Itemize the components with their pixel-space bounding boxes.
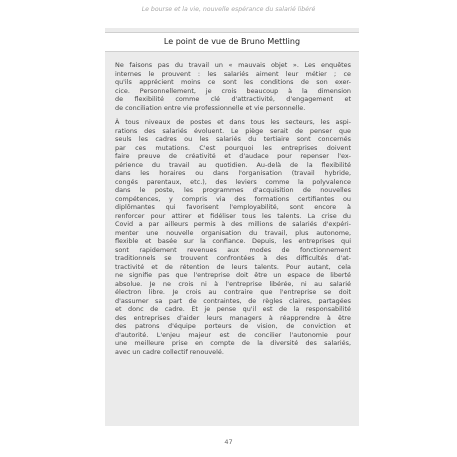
sidebar-box [105, 28, 359, 426]
text-line: À tous niveaux de postes et dans tous les secteurs, les aspi- [115, 118, 351, 126]
text-line: de flexibilité comme clé d'attractivité, d'engagement et [115, 95, 351, 103]
text-line: qu'ils apprécient moins ce sont les conditions de son exer- [115, 78, 351, 86]
box-body [115, 61, 351, 356]
paragraph [115, 118, 351, 356]
text-line: flexible et basée sur la confiance. Depuis, les entreprises qui [115, 237, 351, 245]
text-line: absolue. Je ne crois ni à l'entreprise libérée, ni au salarié [115, 279, 351, 288]
text-line: ne signifie pas que l'entreprise doit être un espace de liberté [115, 271, 351, 279]
text-line: internes le prouvent : les salariés aiment leur métier ; ce [115, 69, 351, 78]
text-line: des patrons d'équipe porteurs de vision, de conviction et [115, 322, 351, 330]
text-line: une meilleure prise en compte de la diversité des salariés, [115, 339, 351, 347]
text-line: dans le poste, les programmes d'acquisition de nouvelles [115, 186, 351, 194]
text-line: avec un cadre collectif renouvelé. [115, 347, 224, 356]
text-line: traditionnels se trouvent confrontées à des difficultés d'at- [115, 254, 351, 262]
text-line: Covid a par ailleurs permis à des millions de salariés d'expéri- [115, 220, 351, 228]
running-head: Le bourse et la vie, nouvelle espérance du salarié libéré [141, 6, 316, 13]
text-line: périence du travail au quotidien. Au-delà de la flexibilité [115, 160, 351, 169]
text-line: dans les horaires ou dans l'organisation (travail hybride, [115, 169, 351, 177]
text-line: seuls les cadres ou les salariés du tertiaire sont concernés [115, 135, 351, 143]
text-line: renforcer pour attirer et fidéliser tous les talents. La crise du [115, 211, 351, 220]
text-line: et donc de cadre. Et je pense qu'il est de la responsabilité [115, 305, 351, 313]
text-line: congés parentaux, etc.), des leviers comme la polyvalence [115, 177, 351, 186]
text-line: rations des salariés évoluent. Le piège serait de penser que [115, 126, 351, 135]
box-title: Le point de vue de Bruno Mettling [105, 32, 359, 52]
text-line: cice. Personnellement, je crois beaucoup à la dimension [115, 86, 351, 95]
text-line: tractivité et de rétention de leurs talents. Pour autant, cela [115, 262, 351, 271]
text-line: d'assumer sa part de contraintes, de règles claires, partagées [115, 296, 351, 305]
text-line: des entreprises d'aider leurs managers à réapprendre à être [115, 313, 351, 322]
text-line: Ne faisons pas du travail un « mauvais objet ». Les enquêtes [115, 61, 351, 69]
text-line: faire preuve de créativité et d'audace pour repenser l'ex- [115, 152, 351, 160]
text-line: menter une nouvelle organisation du travail, plus autonome, [115, 228, 351, 237]
text-line: par ces mutations. C'est pourquoi les entreprises doivent [115, 143, 351, 152]
text-line: diplômantes qui favorisent l'employabilité, sont encore à [115, 203, 351, 211]
text-line: compétences, y compris via des formations certifiantes ou [115, 194, 351, 203]
text-line: électron libre. Je crois au contraire que l'entreprise se doit [115, 288, 351, 296]
paragraph [115, 61, 351, 112]
page-number: 47 [224, 438, 233, 446]
text-line: sont rapidement revenues aux modes de fonctionnement [115, 245, 351, 254]
text-line: de conciliation entre vie professionnelle et vie personnelle. [115, 103, 306, 112]
text-line: d'autorité. L'enjeu majeur est de concilier l'autonomie pour [115, 330, 351, 339]
